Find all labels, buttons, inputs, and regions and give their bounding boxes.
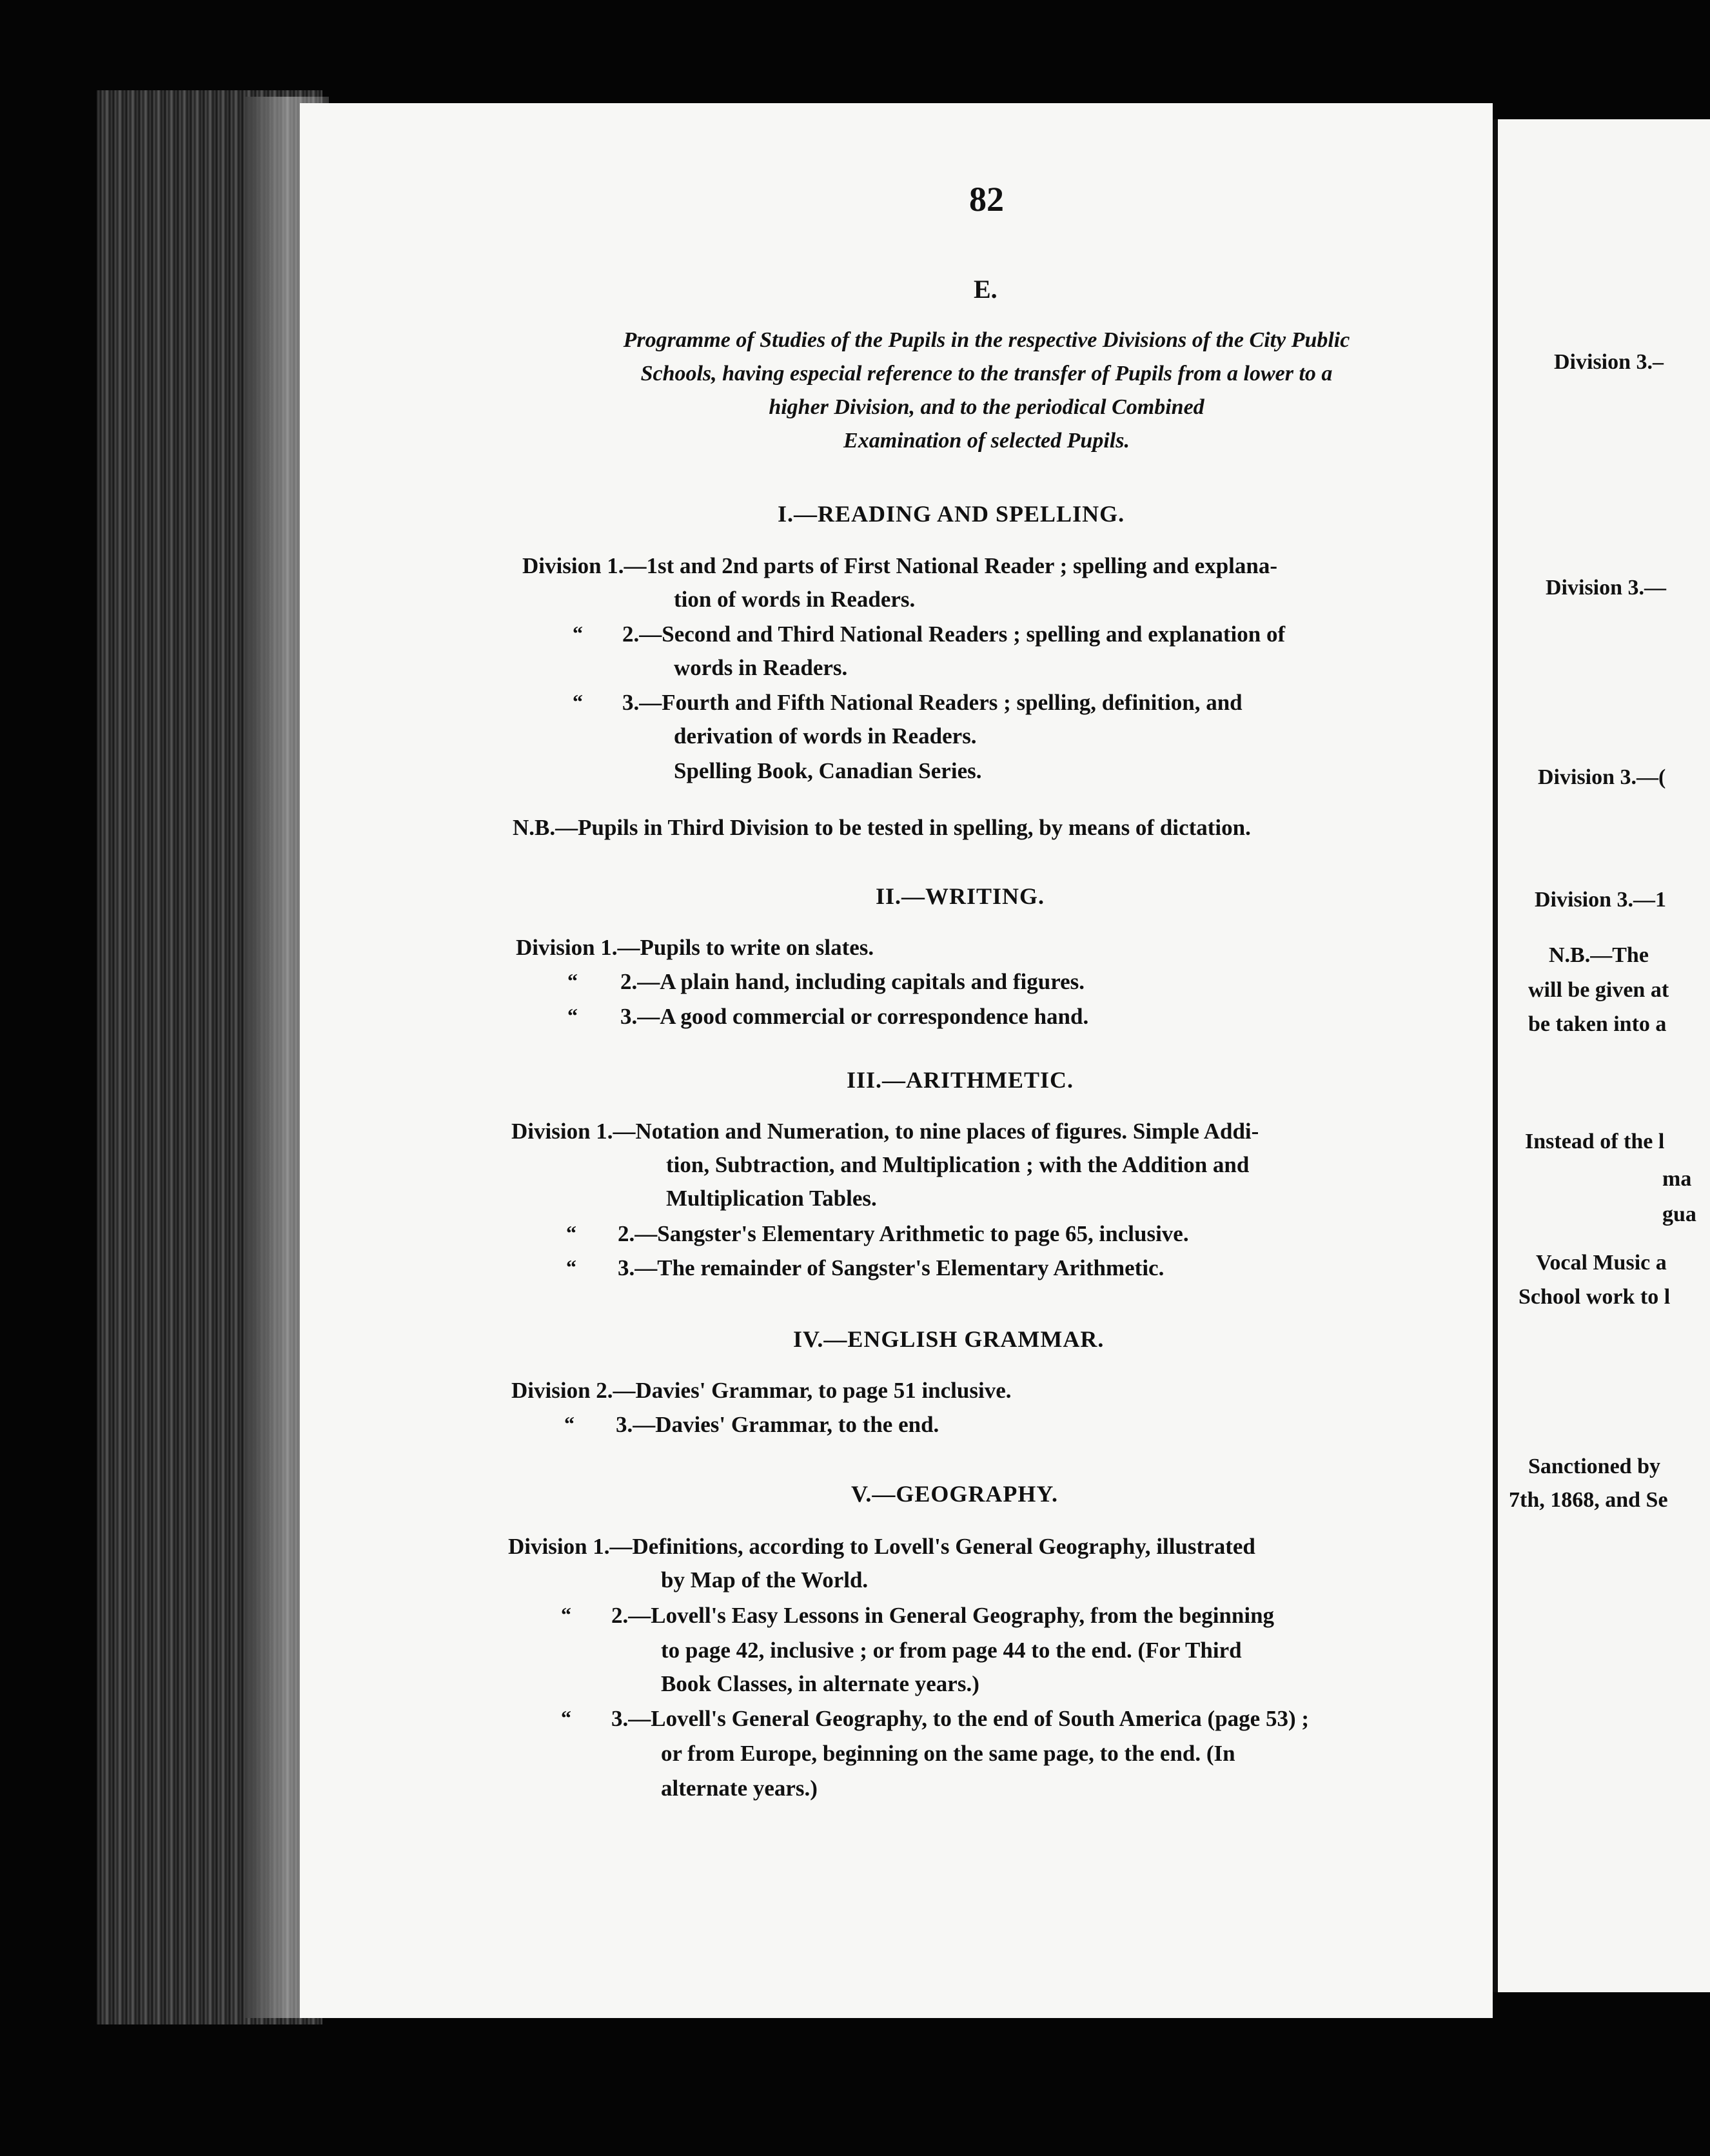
- geography-line-4: to page 42, inclusive ; or from page 44 to the end. (For Third: [661, 1638, 1242, 1663]
- reading-line-1: Division 1.—1st and 2nd parts of First National Reader ; spelling and explana-: [522, 553, 1278, 578]
- reading-nb-line: N.B.—Pupils in Third Division to be tested in spelling, by means of dictation.: [513, 815, 1251, 840]
- geography-line-8: alternate years.): [661, 1776, 818, 1801]
- right-fragment: Division 3.—1: [1535, 888, 1667, 912]
- right-fragment: Division 3.—: [1546, 576, 1667, 600]
- geography-line-3: 2.—Lovell's Easy Lessons in General Geography, from the beginning: [611, 1603, 1275, 1628]
- ditto-mark: “: [561, 1706, 571, 1729]
- section-heading-reading: I.—READING AND SPELLING.: [778, 501, 1125, 527]
- appendix-letter: E.: [974, 275, 998, 304]
- reading-line-2: tion of words in Readers.: [674, 587, 916, 612]
- geography-line-1: Division 1.—Definitions, according to Lovell's General Geography, illustrated: [508, 1534, 1255, 1559]
- arithmetic-line-3: Multiplication Tables.: [666, 1186, 877, 1211]
- reading-line-6: derivation of words in Readers.: [674, 723, 977, 749]
- right-fragment: Instead of the l: [1525, 1130, 1665, 1153]
- facing-page: [1480, 119, 1710, 1992]
- ditto-mark: “: [566, 1255, 576, 1279]
- intro-line: higher Division, and to the periodical Combined: [769, 395, 1204, 419]
- geography-line-5: Book Classes, in alternate years.): [661, 1671, 979, 1696]
- arithmetic-line-5: 3.—The remainder of Sangster's Elementary Arithmetic.: [618, 1255, 1165, 1280]
- ditto-mark: “: [564, 1412, 575, 1435]
- reading-line-3: 2.—Second and Third National Readers ; spelling and explanation of: [622, 622, 1286, 647]
- right-fragment: Sanctioned by: [1528, 1455, 1660, 1478]
- arithmetic-line-2: tion, Subtraction, and Multiplication ; with the Addition and: [666, 1152, 1250, 1177]
- right-fragment: 7th, 1868, and Se: [1509, 1488, 1668, 1512]
- ditto-mark: “: [573, 690, 583, 713]
- geography-line-2: by Map of the World.: [661, 1567, 869, 1592]
- grammar-line-2: 3.—Davies' Grammar, to the end.: [616, 1412, 939, 1437]
- right-fragment: School work to l: [1518, 1285, 1671, 1309]
- geography-line-6: 3.—Lovell's General Geography, to the end of South America (page 53) ;: [611, 1706, 1310, 1731]
- arithmetic-line-4: 2.—Sangster's Elementary Arithmetic to page 65, inclusive.: [618, 1221, 1189, 1246]
- ditto-mark: “: [573, 622, 583, 645]
- intro-line: Programme of Studies of the Pupils in the respective Divisions of the City Public: [623, 328, 1350, 352]
- section-heading-grammar: IV.—ENGLISH GRAMMAR.: [793, 1326, 1105, 1352]
- intro-paragraph: [516, 324, 1457, 458]
- right-fragment: Vocal Music a: [1536, 1251, 1667, 1275]
- right-fragment: Division 3.—(: [1538, 765, 1666, 789]
- ditto-mark: “: [567, 1004, 578, 1027]
- writing-line-3: 3.—A good commercial or correspondence hand.: [620, 1004, 1089, 1029]
- ditto-mark: “: [567, 969, 578, 992]
- intro-line: Examination of selected Pupils.: [843, 429, 1130, 453]
- ditto-mark: “: [561, 1603, 571, 1626]
- section-heading-arithmetic: III.—ARITHMETIC.: [847, 1067, 1074, 1093]
- right-fragment: ma: [1662, 1167, 1692, 1191]
- reading-line-7: Spelling Book, Canadian Series.: [674, 758, 982, 783]
- writing-line-1: Division 1.—Pupils to write on slates.: [516, 935, 874, 960]
- grammar-line-1: Division 2.—Davies' Grammar, to page 51 inclusive.: [511, 1378, 1012, 1403]
- section-heading-geography: V.—GEOGRAPHY.: [851, 1481, 1059, 1507]
- right-fragment: will be given at: [1528, 978, 1669, 1002]
- reading-line-4: words in Readers.: [674, 655, 848, 680]
- geography-line-7: or from Europe, beginning on the same page, to the end. (In: [661, 1741, 1235, 1766]
- intro-line: Schools, having especial reference to the transfer of Pupils from a lower to a: [640, 362, 1333, 386]
- right-fragment: N.B.—The: [1549, 943, 1649, 967]
- right-fragment: gua: [1662, 1202, 1696, 1226]
- right-fragment: be taken into a: [1528, 1012, 1667, 1036]
- writing-line-2: 2.—A plain hand, including capitals and figures.: [620, 969, 1085, 994]
- right-fragment: Division 3.–: [1554, 350, 1664, 374]
- reading-line-5: 3.—Fourth and Fifth National Readers ; spelling, definition, and: [622, 690, 1243, 715]
- arithmetic-line-1: Division 1.—Notation and Numeration, to nine places of figures. Simple Addi-: [511, 1119, 1259, 1144]
- ditto-mark: “: [566, 1221, 576, 1244]
- section-heading-writing: II.—WRITING.: [876, 883, 1045, 909]
- page-number: 82: [969, 180, 1004, 219]
